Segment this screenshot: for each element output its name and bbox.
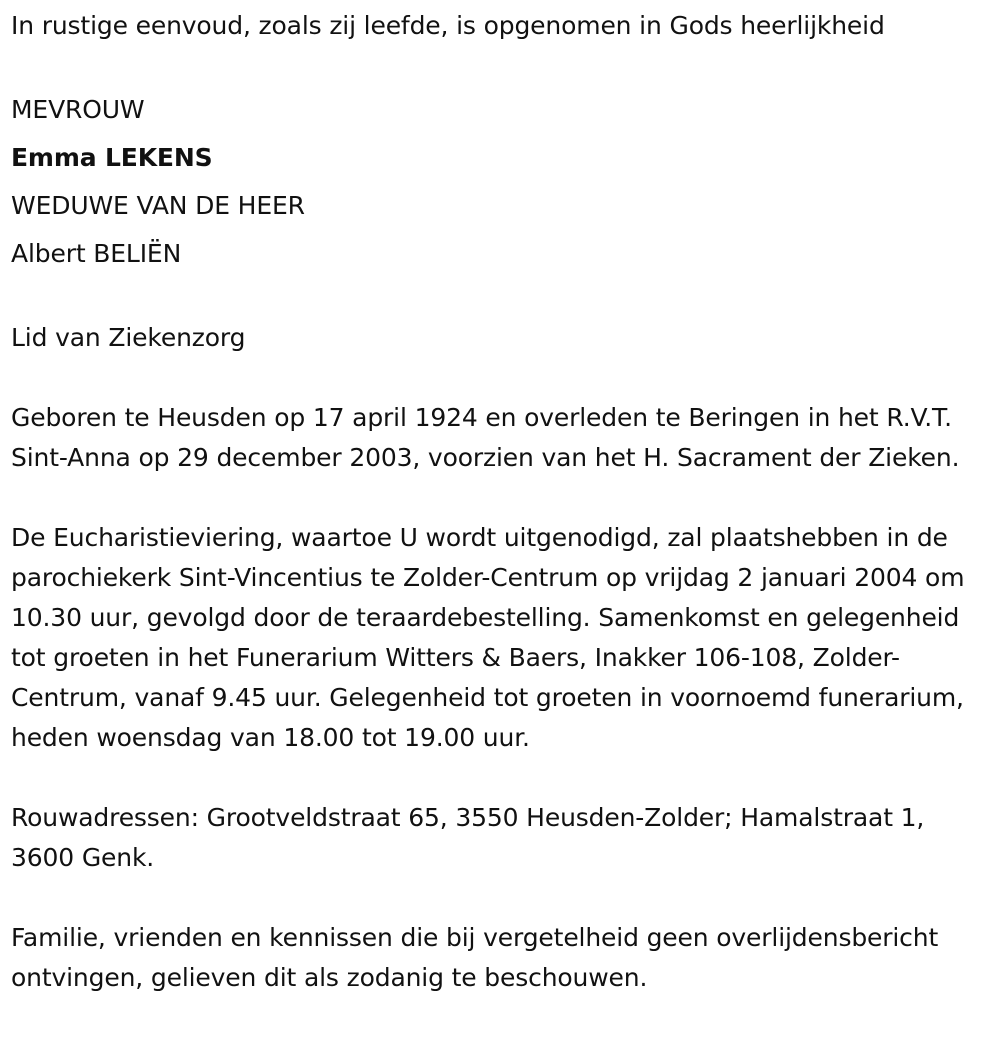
intro-line: In rustige eenvoud, zoals zij leefde, is opgenomen in Gods heerlijkheid: [11, 11, 885, 40]
ceremony-paragraph: De Eucharistieviering, waartoe U wordt uitgenodigd, zal plaatshebben in de parochiekerk Sint-Vincentius te Zolder-Centrum op vrijdag 2 januari 2004 om 10.30 uur, gevolgd door de teraardebestelling. Samenkomst en gelegenheid tot groeten in het Funerarium Witters & Baers, Inakker 106-108, Zolder-Centrum, vanaf 9.45 uur. Gelegenheid tot groeten in voornoemd funerarium, heden woensdag van 18.00 tot 19.00 uur.: [11, 523, 965, 752]
birth-death-paragraph: Geboren te Heusden op 17 april 1924 en overleden te Beringen in het R.V.T. Sint-Anna op 29 december 2003, voorzien van het H. Sacrament der Zieken.: [11, 403, 960, 472]
addresses-paragraph: Rouwadressen: Grootveldstraat 65, 3550 Heusden-Zolder; Hamalstraat 1, 3600 Genk.: [11, 803, 925, 872]
spouse-name: Albert BELIËN: [11, 239, 182, 268]
relation-line: WEDUWE VAN DE HEER: [11, 191, 305, 220]
deceased-name: Emma LEKENS: [11, 143, 213, 172]
honorific-title: MEVROUW: [11, 95, 145, 124]
membership-line: Lid van Ziekenzorg: [11, 323, 246, 352]
death-notice: [11, 6, 991, 998]
closing-paragraph: Familie, vrienden en kennissen die bij vergetelheid geen overlijdensbericht ontvingen, gelieven dit als zodanig te beschouwen.: [11, 923, 939, 992]
